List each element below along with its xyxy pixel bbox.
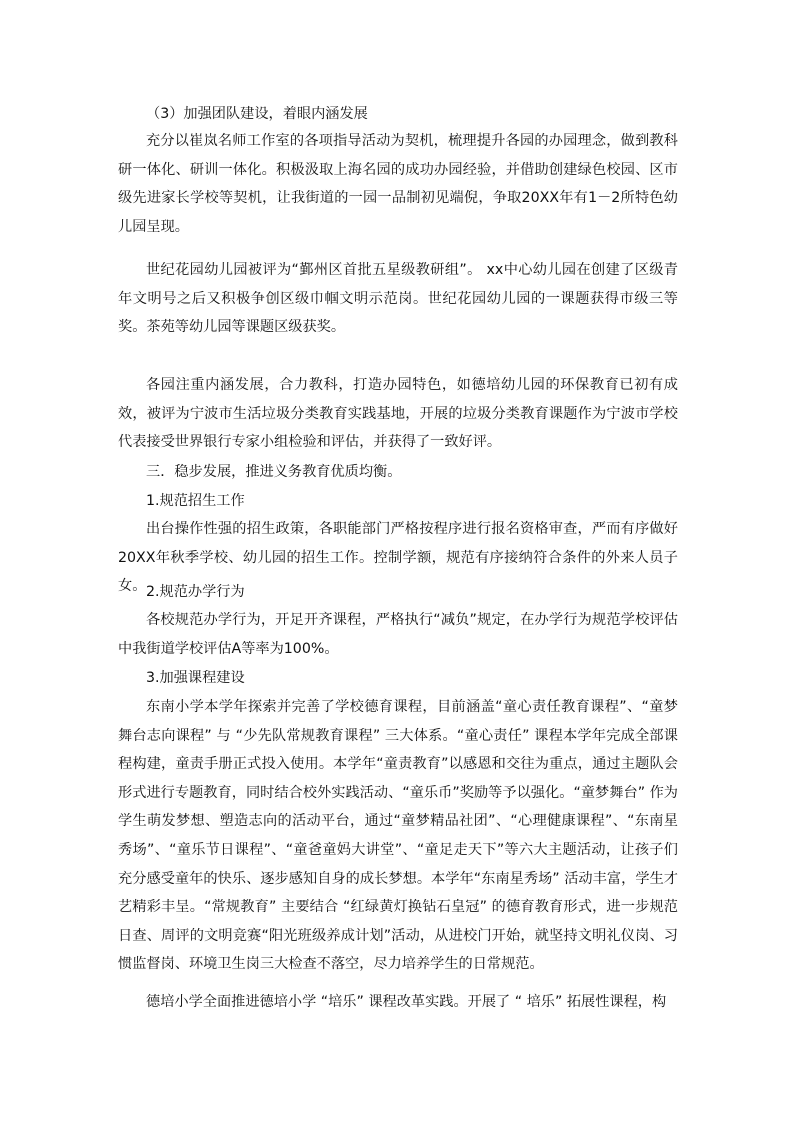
heading-curriculum: 3.加强课程建设 [146, 670, 245, 686]
heading-team-building: （3）加强团队建设，着眼内涵发展 [146, 106, 368, 122]
paragraph-dongnan-curriculum: 东南小学本学年探索并完善了学校德育课程，目前涵盖“童心责任教育课程”、“童梦舞台志向课程” 与 “少先队常规教育课程” 三大体系。“童心责任” 课程本学年完成全部课程构建，童责手册正式投入使用。本学年“童责教育”以感恩和交往为重点，通过主题队会形式进行专题教育，同时结合校外实践活动、“童乐币”奖励等予以强化。“童梦舞台” 作为学生萌发梦想、塑造志向的活动平台，通过“童梦精品社团”、“心理健康课程”、“东南星秀场”、“童乐节日课程”、“童爸童妈大讲堂”、“童足走天下”等六大主题活动，让孩子们充分感受童年的快乐、逐步感知自身的成长梦想。本学年“东南星秀场” 活动丰富，学生才艺精彩丰呈。“常规教育” 主要结合 “红绿黄灯换钻石皇冠” 的德育教育形式，进一步规范日查、周评的文明竞赛“阳光班级养成计划”活动，从进校门开始，就坚持文明礼仪岗、习惯监督岗、环境卫生岗三大检查不落空，尽力培养学生的日常规范。 [118, 699, 678, 973]
heading-enrollment: 1.规范招生工作 [146, 493, 245, 509]
paragraph-depei-curriculum: 德培小学全面推进德培小学 “培乐” 课程改革实践。开展了 “ 培乐” 拓展性课程，构 [146, 994, 667, 1010]
paragraph-enrollment: 出台操作性强的招生政策，各职能部门严格按程序进行报名资格审查，严而有序做好20XX年秋季学校、幼儿园的招生工作。控制学额，规范有序接纳符合条件的外来人员子女。 [118, 521, 678, 595]
heading-section-three: 三．稳步发展，推进义务教育优质均衡。 [146, 464, 402, 480]
paragraph-awards: 世纪花园幼儿园被评为“鄞州区首批五星级教研组”。 xx中心幼儿园在创建了区级青年文明号之后又积极争创区级巾帼文明示范岗。世纪花园幼儿园的一课题获得市级三等奖。茶苑等幼儿园等课题区级获奖。 [118, 262, 678, 336]
heading-school-conduct: 2.规范办学行为 [146, 584, 245, 600]
paragraph-connotation: 各园注重内涵发展，合力教科，打造办园特色，如德培幼儿园的环保教育已初有成效，被评为宁波市生活垃圾分类教育实践基地，开展的垃圾分类教育课题作为宁波市学校代表接受世界银行专家小组检验和评估，并获得了一致好评。 [118, 377, 678, 451]
paragraph-school-conduct: 各校规范办学行为，开足开齐课程，严格执行“减负”规定，在办学行为规范学校评估中我街道学校评估A等率为100%。 [118, 612, 678, 657]
paragraph-mentor-studio: 充分以崔岚名师工作室的各项指导活动为契机，梳理提升各园的办园理念，做到教科研一体化、研训一体化。积极汲取上海名园的成功办园经验，并借助创建绿色校园、区市级先进家长学校等契机，让我街道的一园一品制初见端倪，争取20XX年有1－2所特色幼儿园呈现。 [118, 133, 678, 235]
